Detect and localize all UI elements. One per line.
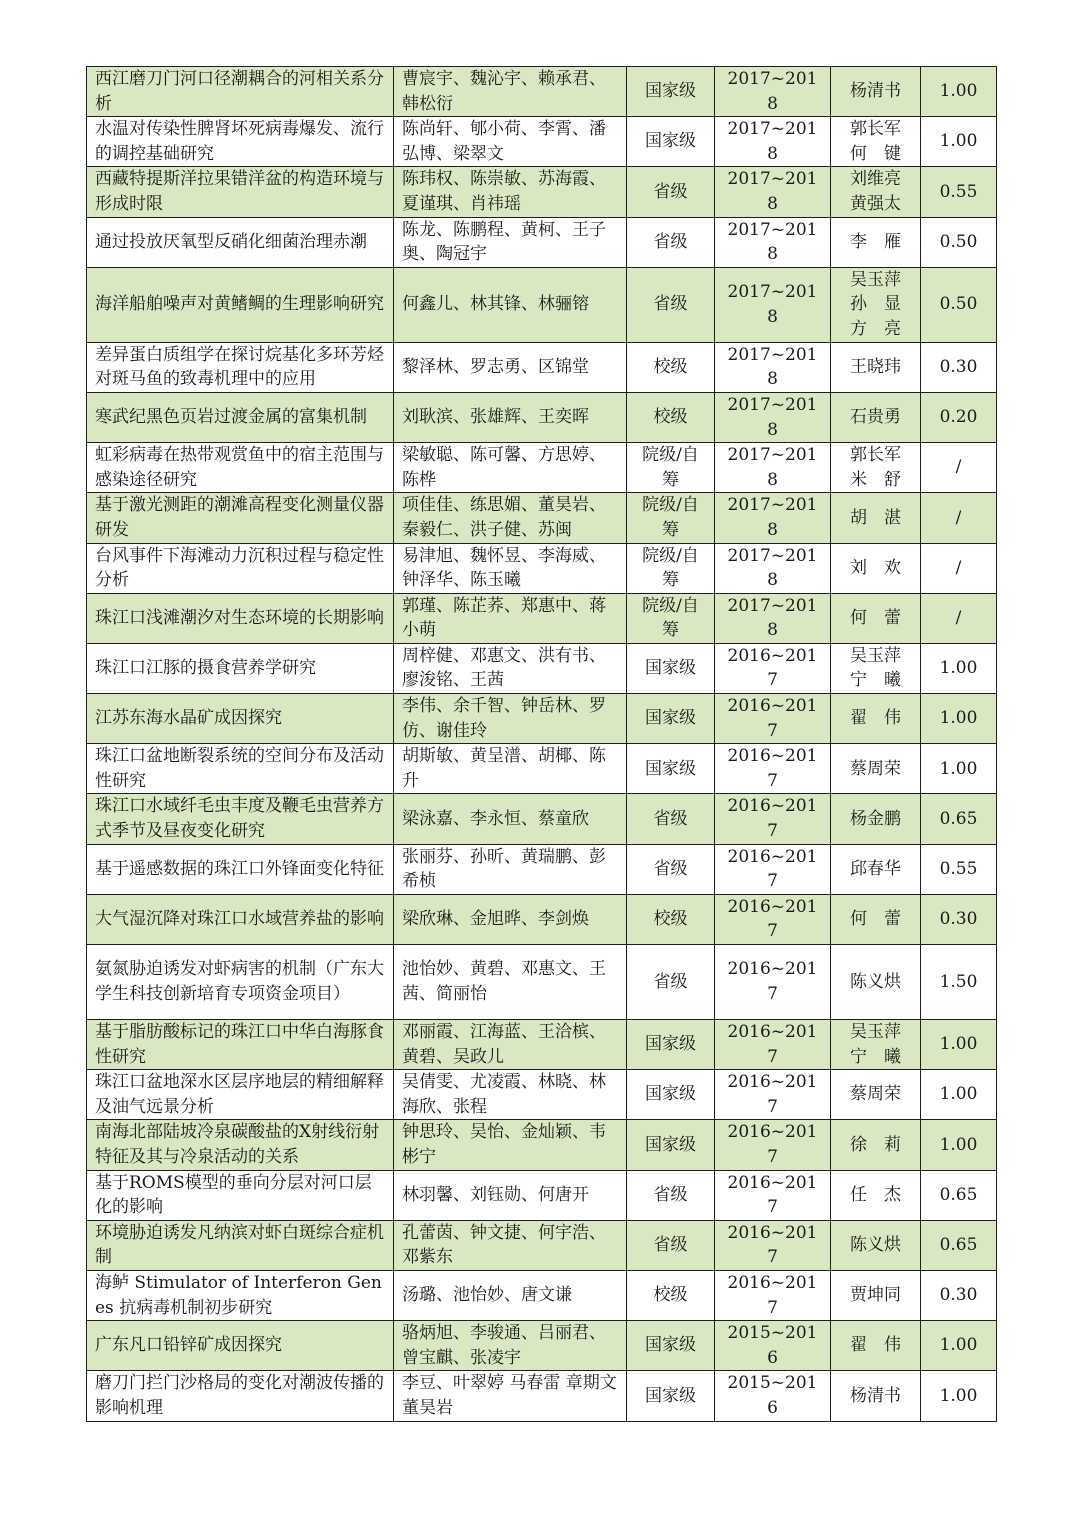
advisor-cell	[831, 217, 921, 267]
advisor-cell	[831, 643, 921, 693]
project-title-cell: 海洋船舶噪声对黄鳍鲷的生理影响研究	[87, 267, 394, 342]
advisor-cell	[831, 844, 921, 894]
members-cell: 曹宸宇、魏沁宇、赖承君、韩松衍	[394, 67, 627, 117]
project-title-cell: 水温对传染性脾肾坏死病毒爆发、流行的调控基础研究	[87, 117, 394, 167]
period-cell: 2016~2017	[715, 794, 831, 844]
funding-cell: 1.00	[921, 694, 997, 744]
project-table	[86, 66, 997, 1422]
advisor-name: 黄强太	[850, 193, 901, 214]
advisor-name: 杨金鹏	[850, 808, 901, 829]
members-cell: 胡斯敏、黄呈潽、胡椰、陈升	[394, 744, 627, 794]
advisor-cell	[831, 1020, 921, 1070]
table-row	[87, 643, 997, 693]
table-row	[87, 1070, 997, 1120]
members-cell: 郭瑾、陈芷荞、郑惠中、蒋小萌	[394, 593, 627, 643]
project-title-cell: 差异蛋白质组学在探讨烷基化多环芳烃对斑马鱼的致毒机理中的应用	[87, 342, 394, 392]
period-cell: 2016~2017	[715, 1170, 831, 1220]
project-title-cell: 广东凡口铅锌矿成因探究	[87, 1321, 394, 1371]
table-row	[87, 543, 997, 593]
table-row	[87, 167, 997, 217]
advisor-name: 陈义烘	[850, 1235, 901, 1256]
period-cell: 2016~2017	[715, 1020, 831, 1070]
members-cell: 吴倩雯、尤凌霞、林晓、林海欣、张程	[394, 1070, 627, 1120]
members-cell: 李豆、叶翠婷 马春雷 章期文 董昊岩	[394, 1371, 627, 1421]
members-cell: 陈龙、陈鹏程、黄柯、王子奥、陶冠宇	[394, 217, 627, 267]
funding-cell: 1.50	[921, 945, 997, 1020]
advisor-name: 陈义烘	[850, 971, 901, 992]
table-row	[87, 67, 997, 117]
advisor-name: 蔡周荣	[850, 758, 901, 779]
funding-cell: 1.00	[921, 117, 997, 167]
project-title-cell: 基于遥感数据的珠江口外锋面变化特征	[87, 844, 394, 894]
period-cell: 2016~2017	[715, 694, 831, 744]
level-cell: 国家级	[627, 1120, 715, 1170]
table-row	[87, 744, 997, 794]
project-title-cell: 大气湿沉降对珠江口水域营养盐的影响	[87, 894, 394, 944]
funding-cell: 1.00	[921, 744, 997, 794]
funding-cell: 0.20	[921, 392, 997, 442]
level-cell: 院级/自筹	[627, 543, 715, 593]
project-title-cell: 通过投放厌氧型反硝化细菌治理赤潮	[87, 217, 394, 267]
table-row	[87, 1220, 997, 1270]
period-cell: 2017~2018	[715, 543, 831, 593]
advisor-cell	[831, 894, 921, 944]
project-title-cell: 西江磨刀门河口径潮耦合的河相关系分析	[87, 67, 394, 117]
level-cell: 国家级	[627, 117, 715, 167]
table-row	[87, 267, 997, 342]
table-row	[87, 1371, 997, 1421]
project-title-cell: 基于脂肪酸标记的珠江口中华白海豚食性研究	[87, 1020, 394, 1070]
advisor-cell	[831, 593, 921, 643]
advisor-name: 刘 欢	[850, 557, 901, 578]
level-cell: 省级	[627, 267, 715, 342]
advisor-cell	[831, 744, 921, 794]
period-cell: 2017~2018	[715, 267, 831, 342]
advisor-cell	[831, 1120, 921, 1170]
advisor-cell	[831, 267, 921, 342]
funding-cell: 1.00	[921, 1070, 997, 1120]
advisor-cell	[831, 1070, 921, 1120]
table-row	[87, 1020, 997, 1070]
advisor-name: 翟 伟	[850, 708, 901, 729]
project-title-cell: 寒武纪黑色页岩过渡金属的富集机制	[87, 392, 394, 442]
advisor-cell	[831, 1220, 921, 1270]
funding-cell: 1.00	[921, 1321, 997, 1371]
table-row	[87, 1270, 997, 1320]
level-cell: 院级/自筹	[627, 593, 715, 643]
funding-cell: 1.00	[921, 1120, 997, 1170]
advisor-cell	[831, 543, 921, 593]
members-cell: 张丽芬、孙昕、黄瑞鹏、彭希桢	[394, 844, 627, 894]
period-cell: 2017~2018	[715, 392, 831, 442]
members-cell: 梁敏聪、陈可馨、方思婷、陈桦	[394, 443, 627, 493]
members-cell: 陈尚轩、郇小荷、李霄、潘弘博、梁翠文	[394, 117, 627, 167]
period-cell: 2017~2018	[715, 67, 831, 117]
period-cell: 2015~2016	[715, 1321, 831, 1371]
project-title-cell: 基于激光测距的潮滩高程变化测量仪器研发	[87, 493, 394, 543]
period-cell: 2017~2018	[715, 217, 831, 267]
advisor-name: 翟 伟	[850, 1335, 901, 1356]
advisor-name: 李 雁	[850, 231, 901, 252]
funding-cell: 0.65	[921, 1170, 997, 1220]
advisor-cell	[831, 1371, 921, 1421]
funding-cell: 1.00	[921, 1371, 997, 1421]
period-cell: 2015~2016	[715, 1371, 831, 1421]
advisor-name: 徐 莉	[850, 1134, 901, 1155]
period-cell: 2017~2018	[715, 167, 831, 217]
period-cell: 2016~2017	[715, 1220, 831, 1270]
advisor-name: 贾坤同	[850, 1285, 901, 1306]
funding-cell: 0.50	[921, 267, 997, 342]
members-cell: 梁泳嘉、李永恒、蔡童欣	[394, 794, 627, 844]
advisor-cell	[831, 1321, 921, 1371]
table-row	[87, 794, 997, 844]
advisor-name: 何 蕾	[850, 607, 901, 628]
level-cell: 国家级	[627, 1020, 715, 1070]
table-row	[87, 117, 997, 167]
level-cell: 省级	[627, 794, 715, 844]
funding-cell: 0.55	[921, 844, 997, 894]
members-cell: 项佳佳、练思媚、董昊岩、秦毅仁、洪子健、苏闽	[394, 493, 627, 543]
advisor-cell	[831, 342, 921, 392]
advisor-name: 吴玉萍	[850, 645, 901, 666]
funding-cell: 0.30	[921, 894, 997, 944]
advisor-name: 郭长军	[850, 119, 901, 140]
advisor-name: 吴玉萍	[850, 1022, 901, 1042]
advisor-name: 蔡周荣	[850, 1084, 901, 1105]
advisor-cell	[831, 694, 921, 744]
advisor-cell	[831, 794, 921, 844]
period-cell: 2017~2018	[715, 342, 831, 392]
funding-cell: 0.65	[921, 794, 997, 844]
advisor-cell	[831, 67, 921, 117]
level-cell: 国家级	[627, 694, 715, 744]
members-cell: 孔蕾茵、钟文捷、何宇浩、邓紫东	[394, 1220, 627, 1270]
funding-cell: /	[921, 443, 997, 493]
project-title-cell: 氨氮胁迫诱发对虾病害的机制（广东大学生科技创新培育专项资金项目）	[87, 945, 394, 1020]
level-cell: 省级	[627, 217, 715, 267]
funding-cell: 1.00	[921, 643, 997, 693]
period-cell: 2016~2017	[715, 945, 831, 1020]
advisor-name: 刘维亮	[850, 169, 901, 190]
advisor-name: 米 舒	[850, 469, 901, 490]
level-cell: 省级	[627, 1170, 715, 1220]
members-cell: 何鑫儿、林其锋、林骊镕	[394, 267, 627, 342]
level-cell: 省级	[627, 1220, 715, 1270]
members-cell: 周梓健、邓惠文、洪有书、廖浚铭、王茜	[394, 643, 627, 693]
funding-cell: 1.00	[921, 1020, 997, 1070]
table-row	[87, 945, 997, 1020]
table-row	[87, 593, 997, 643]
table-row	[87, 844, 997, 894]
advisor-cell	[831, 1170, 921, 1220]
project-title-cell: 珠江口江豚的摄食营养学研究	[87, 643, 394, 693]
members-cell: 陈玮权、陈崇敏、苏海霞、夏谨琪、肖祎瑶	[394, 167, 627, 217]
project-title-cell: 珠江口盆地深水区层序地层的精细解释及油气远景分析	[87, 1070, 394, 1120]
funding-cell: /	[921, 593, 997, 643]
level-cell: 院级/自筹	[627, 493, 715, 543]
period-cell: 2016~2017	[715, 643, 831, 693]
period-cell: 2016~2017	[715, 894, 831, 944]
level-cell: 校级	[627, 1270, 715, 1320]
table-row	[87, 392, 997, 442]
members-cell: 黎泽林、罗志勇、区锦堂	[394, 342, 627, 392]
level-cell: 国家级	[627, 1371, 715, 1421]
project-title-cell: 环境胁迫诱发凡纳滨对虾白斑综合症机制	[87, 1220, 394, 1270]
level-cell: 省级	[627, 945, 715, 1020]
project-title-cell: 珠江口盆地断裂系统的空间分布及活动性研究	[87, 744, 394, 794]
funding-cell: 1.00	[921, 67, 997, 117]
project-table-body	[87, 67, 997, 1422]
table-row	[87, 1321, 997, 1371]
advisor-name: 孙 显	[850, 294, 901, 315]
table-row	[87, 493, 997, 543]
members-cell: 李伟、余千智、钟岳林、罗仿、谢佳玲	[394, 694, 627, 744]
level-cell: 院级/自筹	[627, 443, 715, 493]
funding-cell: 0.50	[921, 217, 997, 267]
period-cell: 2016~2017	[715, 1070, 831, 1120]
funding-cell: /	[921, 493, 997, 543]
table-row	[87, 1170, 997, 1220]
level-cell: 国家级	[627, 643, 715, 693]
level-cell: 国家级	[627, 1321, 715, 1371]
advisor-cell	[831, 443, 921, 493]
members-cell: 林羽馨、刘钰勋、何唐开	[394, 1170, 627, 1220]
members-cell: 汤璐、池怡妙、唐文谦	[394, 1270, 627, 1320]
advisor-name: 邱春华	[850, 858, 901, 879]
project-title-cell: 珠江口水域纤毛虫丰度及鞭毛虫营养方式季节及昼夜变化研究	[87, 794, 394, 844]
level-cell: 校级	[627, 894, 715, 944]
table-row	[87, 342, 997, 392]
members-cell: 刘耿滨、张雄辉、王奕晖	[394, 392, 627, 442]
period-cell: 2016~2017	[715, 844, 831, 894]
advisor-cell	[831, 945, 921, 1020]
project-title-cell: 海鲈 Stimulator of Interferon Genes 抗病毒机制初步研究	[87, 1270, 394, 1320]
table-row	[87, 1120, 997, 1170]
funding-cell: 0.55	[921, 167, 997, 217]
project-title-cell: 西藏特提斯洋拉果错洋盆的构造环境与形成时限	[87, 167, 394, 217]
table-row	[87, 443, 997, 493]
advisor-name: 石贵勇	[850, 407, 901, 428]
members-cell: 钟思玲、吴怡、金灿颖、韦彬宁	[394, 1120, 627, 1170]
advisor-name: 王晓玮	[850, 357, 901, 378]
period-cell: 2017~2018	[715, 443, 831, 493]
advisor-cell	[831, 392, 921, 442]
advisor-name: 胡 湛	[850, 507, 901, 528]
project-title-cell: 江苏东海水晶矿成因探究	[87, 694, 394, 744]
project-title-cell: 虹彩病毒在热带观赏鱼中的宿主范围与感染途径研究	[87, 443, 394, 493]
members-cell: 池怡妙、黄碧、邓惠文、王茜、简丽怡	[394, 945, 627, 1020]
project-title-cell: 台风事件下海滩动力沉积过程与稳定性分析	[87, 543, 394, 593]
advisor-name: 何 键	[850, 143, 901, 164]
advisor-name: 宁 曦	[850, 1046, 901, 1067]
funding-cell: /	[921, 543, 997, 593]
advisor-name: 何 蕾	[850, 909, 901, 930]
period-cell: 2017~2018	[715, 117, 831, 167]
period-cell: 2016~2017	[715, 744, 831, 794]
members-cell: 骆炳旭、李骏通、吕丽君、曾宝麒、张凌宇	[394, 1321, 627, 1371]
advisor-name: 吴玉萍	[850, 269, 901, 290]
period-cell: 2017~2018	[715, 493, 831, 543]
advisor-name: 郭长军	[850, 445, 901, 466]
project-title-cell: 基于ROMS模型的垂向分层对河口层化的影响	[87, 1170, 394, 1220]
project-title-cell: 南海北部陆坡冷泉碳酸盐的X射线衍射特征及其与冷泉活动的关系	[87, 1120, 394, 1170]
members-cell: 梁欣琳、金旭晔、李剑焕	[394, 894, 627, 944]
advisor-name: 杨清书	[850, 1385, 901, 1406]
advisor-cell	[831, 1270, 921, 1320]
level-cell: 国家级	[627, 744, 715, 794]
funding-cell: 0.30	[921, 342, 997, 392]
funding-cell: 0.30	[921, 1270, 997, 1320]
advisor-cell	[831, 117, 921, 167]
level-cell: 校级	[627, 342, 715, 392]
project-title-cell: 磨刀门拦门沙格局的变化对潮波传播的影响机理	[87, 1371, 394, 1421]
advisor-name: 杨清书	[850, 81, 901, 102]
table-row	[87, 694, 997, 744]
level-cell: 省级	[627, 167, 715, 217]
level-cell: 国家级	[627, 67, 715, 117]
level-cell: 校级	[627, 392, 715, 442]
table-row	[87, 894, 997, 944]
period-cell: 2016~2017	[715, 1270, 831, 1320]
period-cell: 2016~2017	[715, 1120, 831, 1170]
level-cell: 国家级	[627, 1070, 715, 1120]
advisor-name: 宁 曦	[850, 670, 901, 691]
project-title-cell: 珠江口浅滩潮汐对生态环境的长期影响	[87, 593, 394, 643]
advisor-name: 方 亮	[850, 319, 901, 340]
table-row	[87, 217, 997, 267]
advisor-name: 任 杰	[850, 1184, 901, 1205]
period-cell: 2017~2018	[715, 593, 831, 643]
advisor-cell	[831, 167, 921, 217]
advisor-cell	[831, 493, 921, 543]
members-cell: 易津旭、魏怀昱、李海威、钟泽华、陈玉曦	[394, 543, 627, 593]
level-cell: 省级	[627, 844, 715, 894]
funding-cell: 0.65	[921, 1220, 997, 1270]
members-cell: 邓丽霞、江海蓝、王洽槟、黄碧、吴政儿	[394, 1020, 627, 1070]
